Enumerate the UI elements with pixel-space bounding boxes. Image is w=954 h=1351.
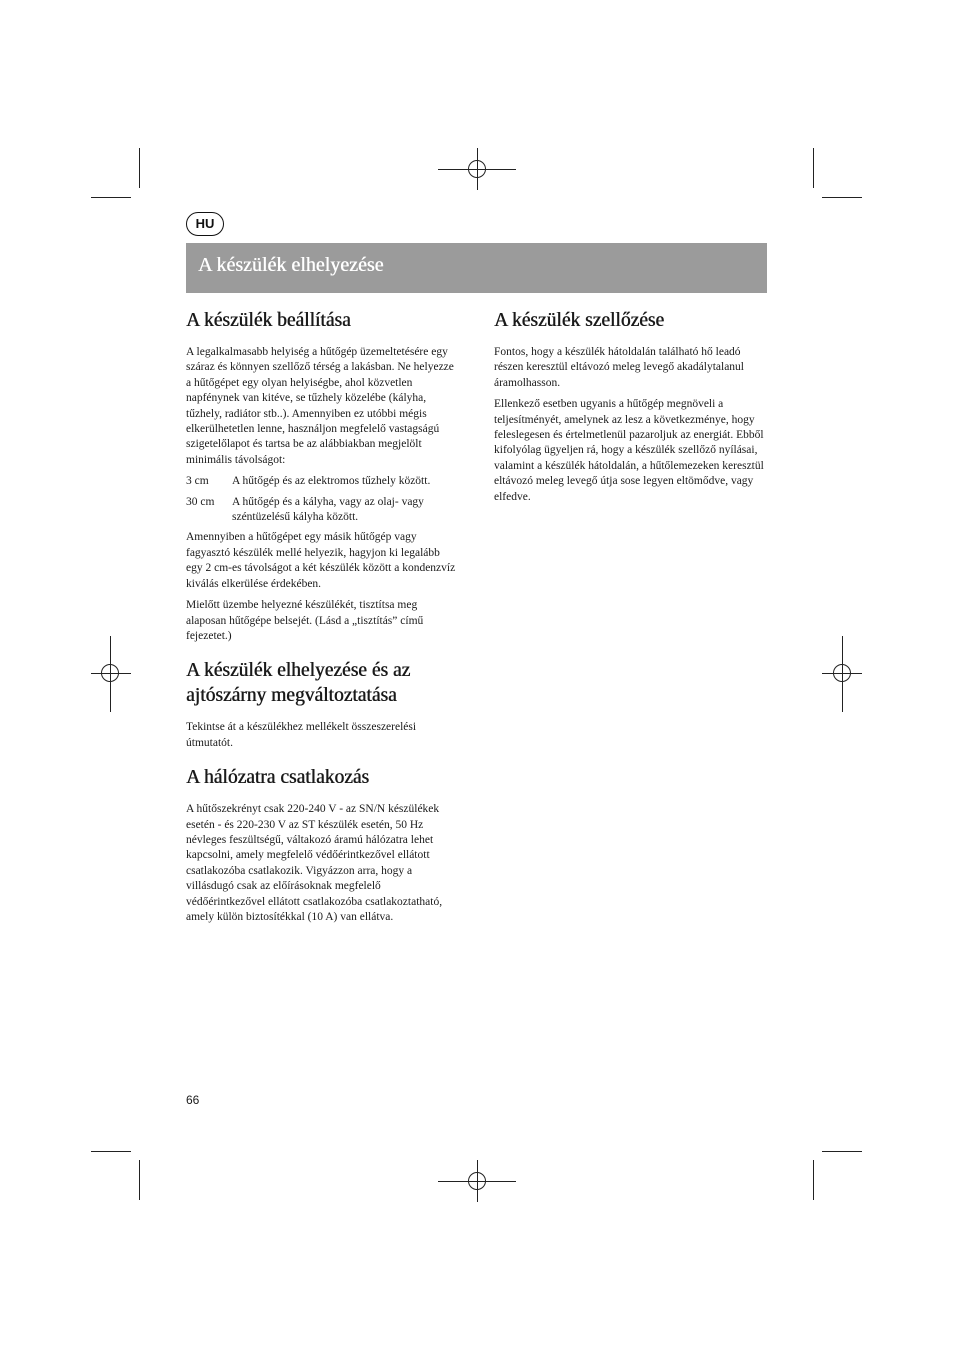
mains-connection-text: A hűtőszekrényt csak 220-240 V - az SN/N készülékek esetén - és 220-230 V az ST készülék esetén, 50 Hz névleges feszültségű, váltakozó áramú hálózatra lehet kapcsolni, amely megfelelő védőérintkezővel ellátott csatlakozóba csatlakozik. Vigyázzon arra, hogy a villásdugó csak az előírásoknak megfelelő védőérintkezővel ellátott csatlakozóba csatlakoztatható, amely külön biztosítékkal (10 A) van ellátva. bbox=[186, 803, 443, 923]
setup-para-3: Mielőtt üzembe helyezné készülékét, tisztítsa meg alaposan hűtőgépe belsejét. (Lásd a „tisztítás” című fejezetet.) bbox=[186, 599, 424, 642]
distance-text: A hűtőgép és az elektromos tűzhely között. bbox=[232, 475, 431, 488]
heading-setup: A készülék beállítása bbox=[186, 310, 351, 331]
distance-row bbox=[186, 474, 456, 489]
language-badge: HU bbox=[186, 212, 224, 236]
section-banner bbox=[186, 243, 767, 293]
distance-value: 3 cm bbox=[186, 475, 209, 488]
distance-text: A hűtőgép és a kályha, vagy az olaj- vagy széntüzelésű kályha között. bbox=[232, 495, 424, 524]
page-number: 66 bbox=[186, 1093, 200, 1107]
distance-value: 30 cm bbox=[186, 495, 215, 508]
setup-intro: A legalkalmasabb helyiség a hűtőgép üzemeltetésére egy száraz és könnyen szellőző térség a lakásban. Ne helyezze a hűtőgépet egy olyan helyiségbe, ahol közvetlen napfénynek van kitéve, se tűzhely közelébe (kályha, tűzhely, radiátor stb..). Amennyiben ez utóbbi mégis elkerülhetetlen lenne, használjon megfelelő vastagságú szigetelőlapot és tartsa be az alábbiakban megjelölt minimális távolságot: bbox=[186, 346, 454, 466]
setup-para-2: Amennyiben a hűtőgépet egy másik hűtőgép vagy fagyasztó készülék mellé helyezik, hagyjon ki legalább egy 2 cm-es távolságot a két készülék között a kondenzvíz kiválás elkerülése érdekében. bbox=[186, 531, 456, 590]
heading-placement: A készülék elhelyezése és az ajtószárny megváltoztatása bbox=[186, 660, 411, 707]
heading-mains-connection: A hálózatra csatlakozás bbox=[186, 767, 369, 789]
right-column bbox=[494, 308, 764, 511]
left-column bbox=[186, 308, 456, 931]
placement-text: Tekintse át a készülékhez mellékelt összeszerelési útmutatót. bbox=[186, 721, 417, 749]
ventilation-para-2: Ellenkező esetben ugyanis a hűtőgép megnöveli a teljesítményét, amelynek az lesz a következménye, hogy feleslegesen és értelmetlenül pazaroljuk az energiát. Ebből kifolyólag ügyeljen rá, hogy a készülék szellőző nyílásai, valamint a készülék hátoldalán, a hűtőlemezeken keresztül eltávozó meleg levegő útja sose legyen eltömődve, vagy elfedve. bbox=[494, 398, 764, 503]
distance-row bbox=[186, 495, 456, 526]
banner-title: A készülék elhelyezése bbox=[198, 254, 384, 276]
heading-ventilation: A készülék szellőzése bbox=[494, 310, 665, 331]
ventilation-para-1: Fontos, hogy a készülék hátoldalán található hő leadó részen keresztül eltávozó meleg levegő akadálytalanul áramolhasson. bbox=[494, 346, 745, 389]
